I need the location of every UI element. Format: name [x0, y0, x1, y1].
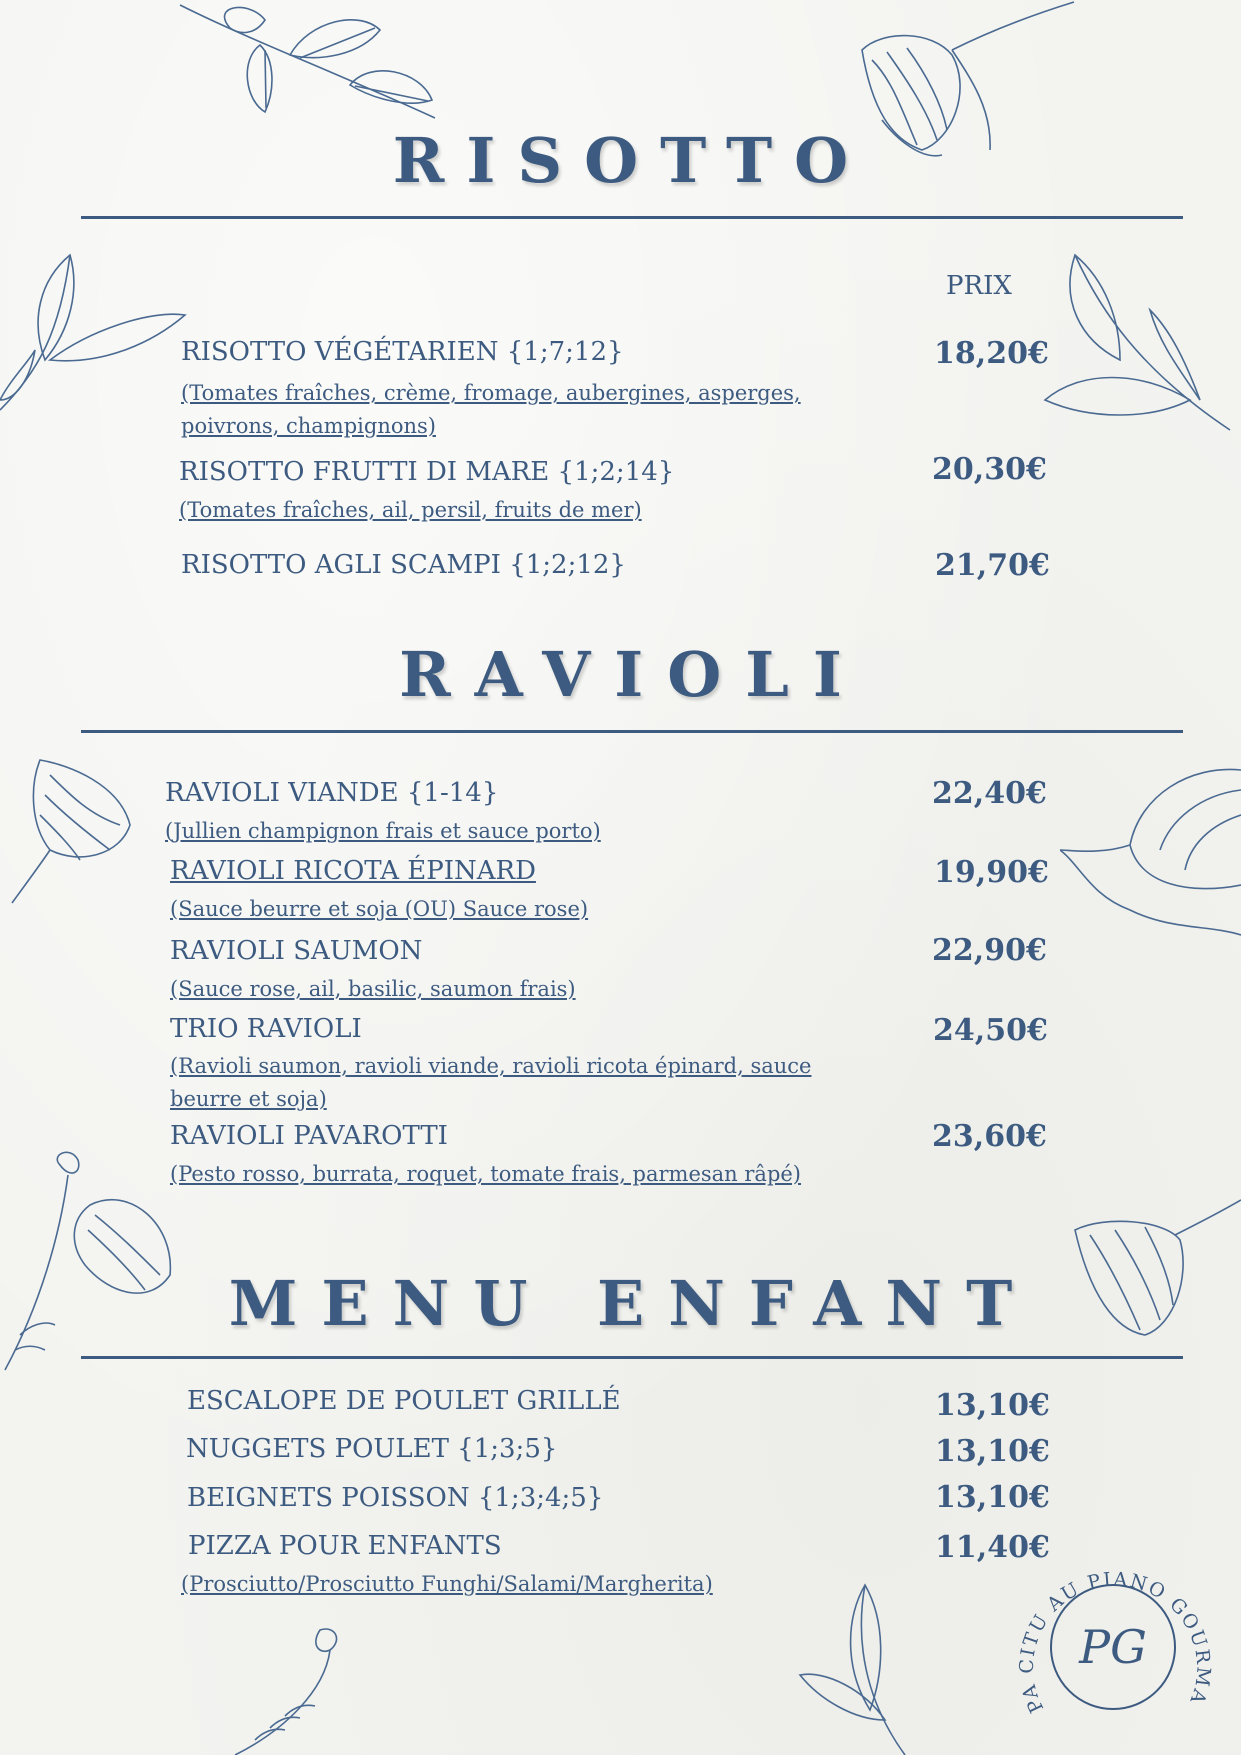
poppy-flower-icon	[1060, 765, 1241, 940]
menu-item-price: 13,10€	[935, 1434, 1050, 1469]
section-divider	[81, 1356, 1183, 1359]
menu-item-price: 21,70€	[935, 548, 1050, 583]
menu-item-price: 22,90€	[932, 933, 1047, 968]
section-divider	[81, 730, 1183, 733]
menu-item-price: 24,50€	[933, 1013, 1048, 1048]
menu-item-name: PIZZA POUR ENFANTS	[188, 1531, 502, 1561]
leaf-branch-icon	[170, 0, 450, 125]
menu-item-description: (Pesto rosso, burrata, roquet, tomate frais, parmesan râpé)	[170, 1162, 802, 1186]
menu-item-name: RAVIOLI PAVAROTTI	[170, 1121, 448, 1151]
menu-item-name: RISOTTO VÉGÉTARIEN {1;7;12}	[181, 337, 624, 367]
menu-item-price: 13,10€	[935, 1388, 1050, 1423]
menu-item-price: 11,40€	[935, 1530, 1050, 1565]
menu-item-description: (Jullien champignon frais et sauce porto)	[165, 819, 601, 843]
poppy-flower-icon	[10, 755, 140, 905]
menu-item-name: TRIO RAVIOLI	[170, 1014, 362, 1044]
menu-item-name: RAVIOLI VIANDE {1-14}	[165, 778, 499, 808]
menu-item-description: (Ravioli saumon, ravioli viande, ravioli ricota épinard, sauce beurre et soja)	[170, 1054, 812, 1111]
section-divider	[81, 216, 1183, 219]
menu-item-description: (Sauce beurre et soja (OU) Sauce rose)	[170, 897, 589, 921]
poppy-flower-icon	[0, 1145, 180, 1375]
menu-item-name: BEIGNETS POISSON {1;3;4;5}	[187, 1483, 604, 1513]
price-column-header: PRIX	[946, 271, 1012, 301]
menu-item-name: RISOTTO AGLI SCAMPI {1;2;12}	[181, 550, 626, 580]
menu-item-description: (Tomates fraîches, crème, fromage, aubergines, asperges, poivrons, champignons)	[181, 381, 801, 438]
menu-item-price: 19,90€	[934, 855, 1049, 890]
leaf-branch-icon	[0, 250, 190, 420]
leaf-branch-icon	[1040, 250, 1240, 440]
menu-item-name: RAVIOLI SAUMON	[170, 936, 423, 966]
section-title-risotto: RISOTTO	[392, 124, 871, 197]
menu-item-price: 22,40€	[932, 776, 1047, 811]
section-title-ravioli: RAVIOLI	[399, 638, 866, 711]
menu-item-name: NUGGETS POULET {1;3;5}	[186, 1434, 558, 1464]
menu-item-description: (Tomates fraîches, ail, persil, fruits de mer)	[179, 498, 642, 522]
menu-item-name: RAVIOLI RICOTA ÉPINARD	[170, 856, 536, 886]
menu-item-name: ESCALOPE DE POULET GRILLÉ	[187, 1386, 621, 1416]
menu-item-description: (Sauce rose, ail, basilic, saumon frais)	[170, 977, 576, 1001]
leaf-branch-icon	[795, 1580, 945, 1755]
seal-monogram: PG	[1079, 1620, 1147, 1674]
menu-item-price: 13,10€	[935, 1480, 1050, 1515]
lavender-sprig-icon	[225, 1620, 385, 1755]
seal-text: PA CITU AU PIANO GOURMA	[1015, 1568, 1215, 1717]
menu-item-price: 20,30€	[932, 452, 1047, 487]
menu-item-price: 18,20€	[934, 336, 1049, 371]
menu-item-description: (Prosciutto/Prosciutto Funghi/Salami/Margherita)	[181, 1572, 713, 1596]
restaurant-seal	[1010, 1535, 1215, 1740]
menu-item-price: 23,60€	[932, 1119, 1047, 1154]
menu-item-name: RISOTTO FRUTTI DI MARE {1;2;14}	[179, 457, 675, 487]
section-title-menu-enfant: MENU ENFANT	[228, 1267, 1037, 1340]
